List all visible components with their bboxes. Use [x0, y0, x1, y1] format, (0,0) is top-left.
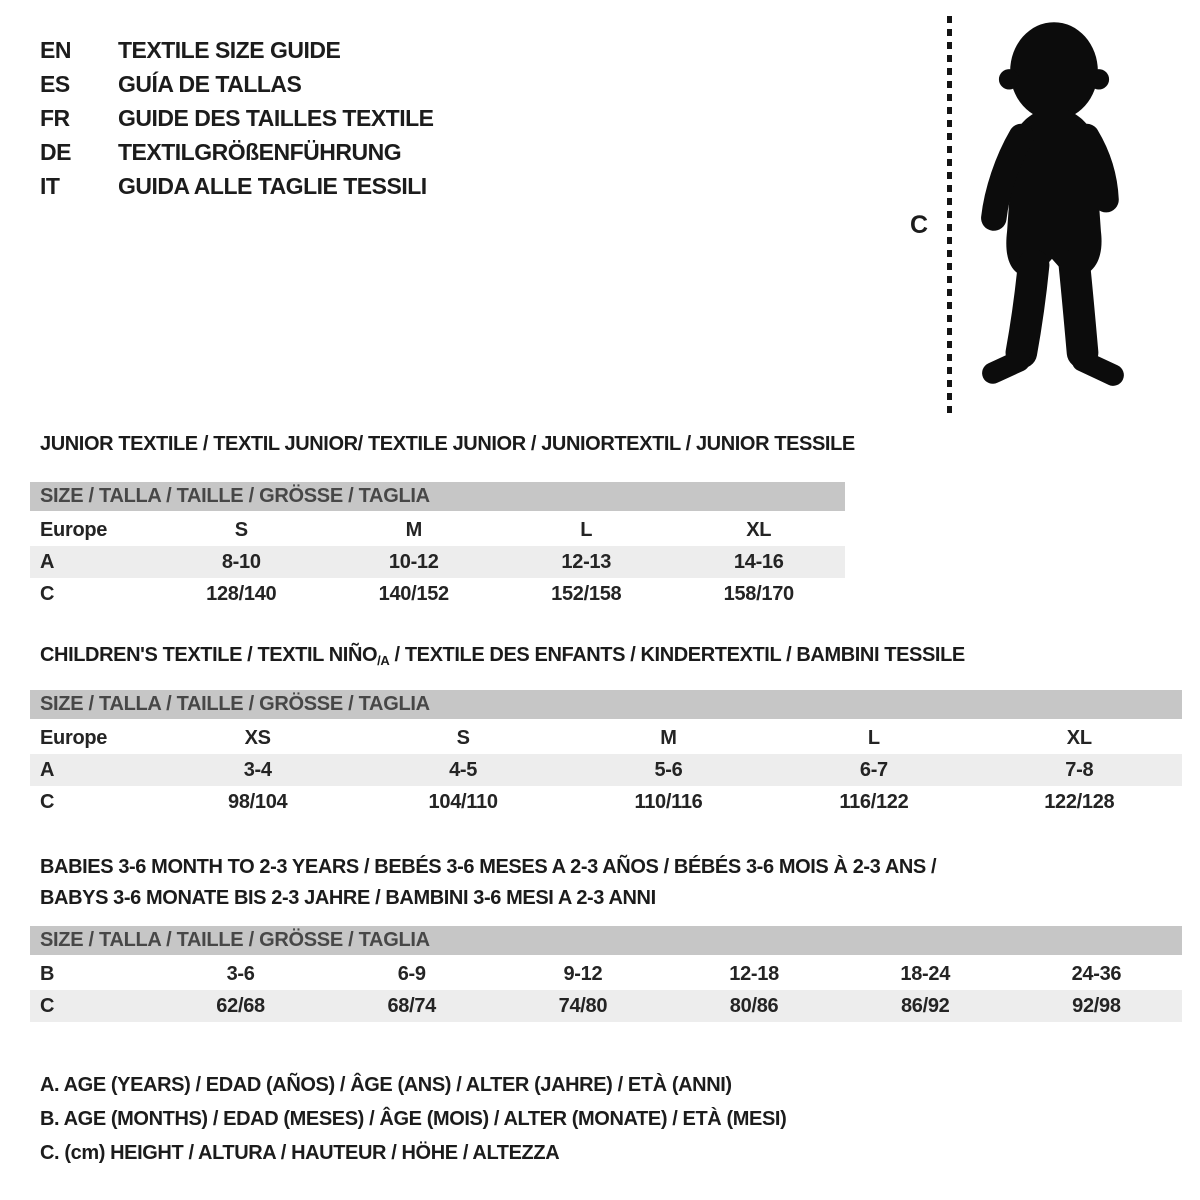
children-title-part: CHILDREN'S TEXTILE / TEXTIL NIÑO [40, 644, 378, 666]
lang-title: GUÍA DE TALLAS [118, 71, 302, 97]
table-cell: 18-24 [900, 963, 951, 985]
table-cell: 74/80 [558, 995, 608, 1017]
table-row-height [30, 990, 1182, 1022]
lang-code: EN [40, 37, 71, 63]
table-cell: S [456, 727, 470, 749]
table-cell: 6-7 [859, 759, 888, 781]
lang-row-it [40, 169, 434, 203]
table-cell: L [580, 519, 593, 541]
size-header-row [30, 690, 1182, 719]
legend-line-c: C. (cm) HEIGHT / ALTURA / HAUTEUR / HÖHE / ALTEZZA [40, 1142, 560, 1164]
language-title-block [40, 33, 434, 203]
table-row-height [30, 786, 1182, 818]
table-cell: 3-6 [226, 963, 255, 985]
legend-line-b: B. AGE (MONTHS) / EDAD (MESES) / ÂGE (MOIS) / ALTER (MONATE) / ETÀ (MESI) [40, 1108, 787, 1130]
babies-title-line1: BABIES 3-6 MONTH TO 2-3 YEARS / BEBÉS 3-6 MESES A 2-3 AÑOS / BÉBÉS 3-6 MOIS À 2-3 ANS / [40, 856, 937, 878]
table-cell: 104/110 [428, 791, 498, 813]
size-header-label: SIZE / TALLA / TAILLE / GRÖSSE / TAGLIA [40, 929, 430, 951]
babies-section-title [40, 852, 936, 914]
table-cell: 10-12 [388, 551, 439, 573]
lang-title: GUIDE DES TAILLES TEXTILE [118, 105, 434, 131]
table-row-months [30, 958, 1182, 990]
babies-title-line2: BABYS 3-6 MONATE BIS 2-3 JAHRE / BAMBINI 3-6 MESI A 2-3 ANNI [40, 887, 656, 909]
row-label: Europe [40, 727, 108, 749]
table-cell: 7-8 [1065, 759, 1094, 781]
row-label: A [40, 759, 55, 781]
height-measure-label: C [910, 211, 929, 239]
table-cell: 140/152 [378, 583, 449, 605]
table-cell: 5-6 [654, 759, 683, 781]
table-cell: 86/92 [900, 995, 950, 1017]
children-title-subscript: /A [377, 653, 390, 668]
table-cell: S [234, 519, 248, 541]
table-cell: 158/170 [723, 583, 794, 605]
junior-section-title: JUNIOR TEXTILE / TEXTIL JUNIOR/ TEXTILE JUNIOR / JUNIORTEXTIL / JUNIOR TESSILE [40, 433, 855, 455]
table-cell: 68/74 [387, 995, 437, 1017]
children-section-title [40, 644, 965, 667]
table-cell: XS [244, 727, 271, 749]
table-cell: 62/68 [216, 995, 265, 1017]
lang-title: TEXTILE SIZE GUIDE [118, 37, 341, 63]
lang-title: GUIDA ALLE TAGLIE TESSILI [118, 173, 427, 199]
lang-row-es [40, 67, 434, 101]
table-cell: 12-13 [561, 551, 612, 573]
row-label: B [40, 963, 55, 985]
row-label: C [40, 791, 55, 813]
table-cell: 122/128 [1044, 791, 1115, 813]
lang-code: ES [40, 71, 70, 97]
row-label: Europe [40, 519, 108, 541]
table-cell: 6-9 [397, 963, 426, 985]
lang-code: FR [40, 105, 70, 131]
table-cell: 3-4 [243, 759, 272, 781]
size-header-row [30, 482, 845, 511]
table-cell: XL [746, 519, 772, 541]
lang-row-fr [40, 101, 434, 135]
lang-row-de [40, 135, 434, 169]
babies-size-table [30, 926, 1182, 1022]
table-cell: 4-5 [449, 759, 478, 781]
lang-code: DE [40, 139, 71, 165]
lang-title: TEXTILGRÖßENFÜHRUNG [118, 139, 402, 165]
table-cell: 152/158 [551, 583, 622, 605]
table-cell: 80/86 [729, 995, 779, 1017]
row-label: C [40, 995, 55, 1017]
table-cell: 92/98 [1072, 995, 1121, 1017]
children-title-part: / TEXTILE DES ENFANTS / KINDERTEXTIL / BAMBINI TESSILE [389, 644, 965, 666]
table-row-europe [30, 722, 1182, 754]
table-cell: 9-12 [563, 963, 603, 985]
lang-code: IT [40, 173, 60, 199]
table-cell: M [660, 727, 677, 749]
table-cell: M [405, 519, 422, 541]
size-header-label: SIZE / TALLA / TAILLE / GRÖSSE / TAGLIA [40, 485, 430, 507]
table-row-age [30, 546, 845, 578]
row-label: A [40, 551, 55, 573]
table-row-age [30, 754, 1182, 786]
table-cell: 8-10 [221, 551, 261, 573]
table-row-europe [30, 514, 845, 546]
legend-line-a: A. AGE (YEARS) / EDAD (AÑOS) / ÂGE (ANS) / ALTER (JAHRE) / ETÀ (ANNI) [40, 1074, 732, 1096]
children-size-table [30, 690, 1182, 818]
table-cell: 116/122 [839, 791, 909, 813]
table-cell: 128/140 [206, 583, 277, 605]
table-cell: 12-18 [729, 963, 779, 985]
table-cell: 110/116 [634, 791, 703, 813]
size-header-row [30, 926, 1182, 955]
lang-row-en [40, 33, 434, 67]
table-cell: 98/104 [228, 791, 288, 813]
table-row-height [30, 578, 845, 610]
row-label: C [40, 583, 55, 605]
table-cell: 14-16 [733, 551, 784, 573]
table-cell: 24-36 [1071, 963, 1122, 985]
junior-size-table [30, 482, 845, 610]
table-cell: L [867, 727, 880, 749]
legend-block [40, 1068, 786, 1170]
table-cell: XL [1066, 727, 1092, 749]
toddler-silhouette-icon [962, 12, 1146, 425]
size-header-label: SIZE / TALLA / TAILLE / GRÖSSE / TAGLIA [40, 693, 430, 715]
height-measure-dashed-line [947, 16, 952, 414]
